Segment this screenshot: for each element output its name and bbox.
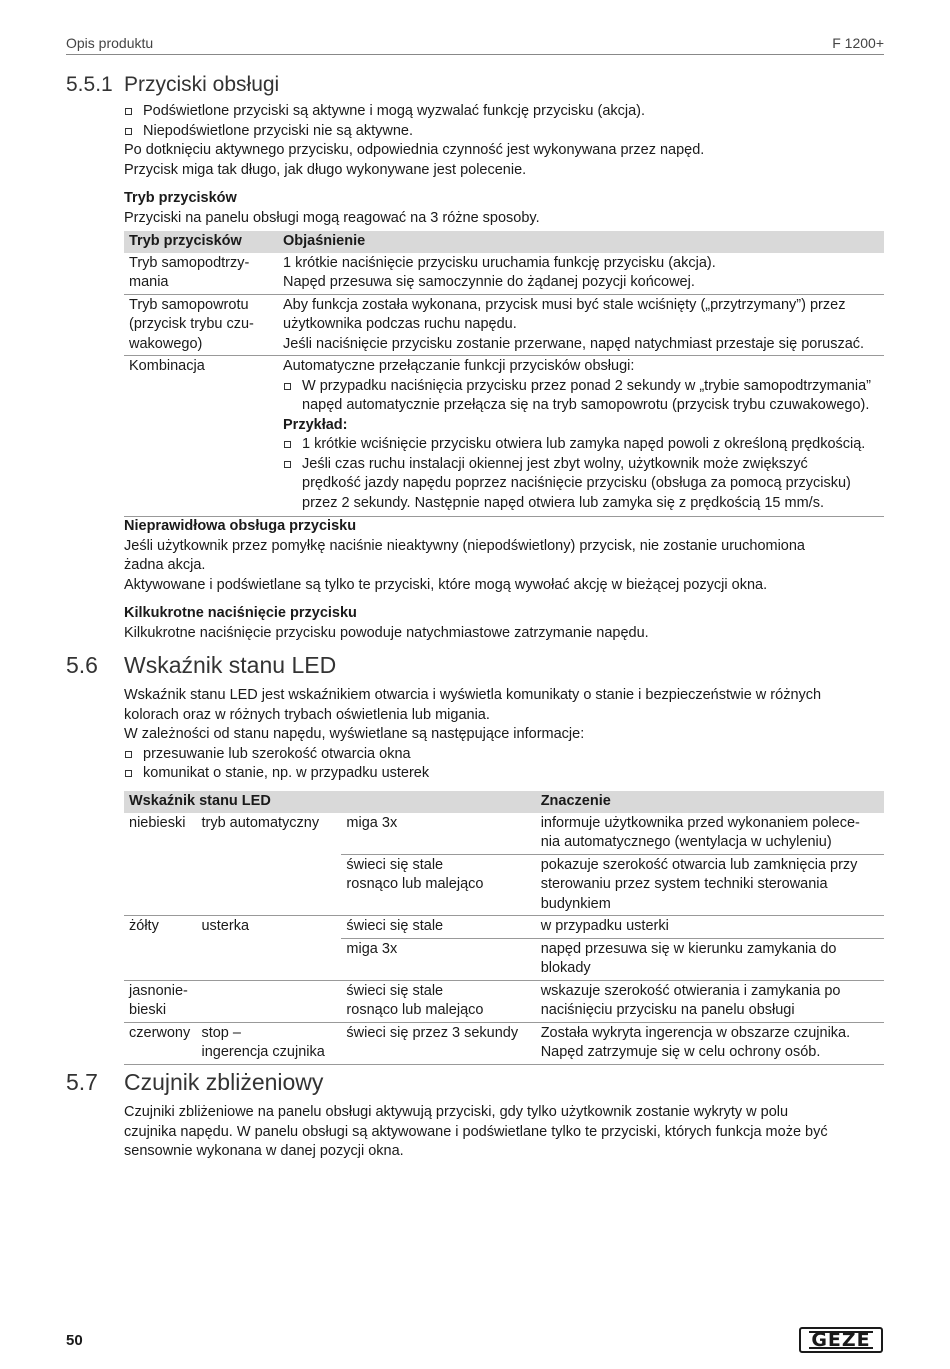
table-row: miga 3x napęd przesuwa się w kierunku zamykania do blokady [124,938,884,980]
list-item: W przypadku naciśnięcia przycisku przez ponad 2 sekundy w „trybie samopodtrzymania” napęd automatycznie przełącza się na tryb samopowrotu (przycisk trybu czuwakowego). [283,377,879,416]
subheading-multiple-press: Kilkukrotne naciśnięcie przycisku [124,605,357,621]
table-header-cell: Objaśnienie [278,231,884,253]
square-bullet-icon [125,128,132,135]
paragraph: Przycisk miga tak długo, jak długo wykonywane jest polecenie. [124,161,527,178]
table-row: żółty usterka świeci się stale w przypadku usterki [124,916,884,939]
section-title-5-5-1: Przyciski obsługi [124,73,280,96]
paragraph: Po dotknięciu aktywnego przycisku, odpowiednia czynność jest wykonywana przez napęd. [124,142,705,158]
list-item: Niepodświetlone przyciski nie są aktywne. [124,122,884,142]
table-header-cell: Wskaźnik stanu LED [124,791,536,813]
section-body-5-5-1 [124,102,884,228]
button-mode-table [124,231,884,517]
section-title-5-6: Wskaźnik stanu LED [124,652,337,678]
square-bullet-icon [125,770,132,777]
logo-text: GEZE [811,1329,871,1351]
list-item: 1 krótkie wciśnięcie przycisku otwiera lub zamyka napęd powoli z określoną prędkością. [283,435,879,455]
table-row: świeci się stale rosnąco lub malejąco pokazuje szerokość otwarcia lub zamknięcia przy sterowaniu przez system techniki sterowania budynkiem [124,854,884,916]
table-row: jasnonie- bieski świeci się stale rosnąco lub malejąco wskazuje szerokość otwierania i zamykania po naciśnięciu przycisku na panelu obsługi [124,980,884,1022]
section-title-5-7: Czujnik zbliżeniowy [124,1069,324,1095]
section-body-5-7: Czujniki zbliżeniowe na panelu obsługi aktywują przyciski, gdy tylko użytkownik zostanie wykryty w polu czujnika napędu. W panelu obsługi są aktywowane i podświetlane tylko te przyciski, których funkcja może być sensownie wykonana w danej pozycji okna. [124,1104,828,1159]
square-bullet-icon [284,441,291,448]
subheading-wrong-operation: Nieprawidłowa obsługa przycisku [124,518,357,534]
led-status-table [124,791,884,1065]
list-item: przesuwanie lub szerokość otwarcia okna [124,745,884,765]
header-product-name: F 1200+ [832,35,884,51]
list-item: Jeśli czas ruchu instalacji okiennej jest zbyt wolny, użytkownik może zwiększyć prędkość jazdy napędu poprzez naciśnięcie przycisku (obsługa za pomocą przycisku) przez 2 sekundy. Następnie napęd otwiera lub zamyka się z prędkością 15 mm/s. [283,455,879,514]
header-section-name: Opis produktu [66,35,154,51]
section-body-5-6: Wskaźnik stanu LED jest wskaźnikiem otwarcia i wyświetla komunikaty o stanie i bezpieczeństwie w różnych kolorach oraz w różnych trybach oświetlenia lub migania. W zależności od stanu napędu, wyświetlane są następujące informacje: przesuwanie lub szerokość otwarcia okna komunikat o stanie, np. w przypadku usterek [124,686,884,784]
table-row: niebieski tryb automatyczny miga 3x informuje użytkownika przed wykonaniem polece- nia automatycznego (wentylacja w uchyleniu) [124,813,884,855]
square-bullet-icon [125,108,132,115]
paragraph: Przyciski na panelu obsługi mogą reagować na 3 różne sposoby. [124,209,540,226]
list-item: Podświetlone przyciski są aktywne i mogą wyzwalać funkcję przycisku (akcja). [124,102,884,122]
section-number-5-6: 5.6 [66,652,98,678]
square-bullet-icon [284,383,291,390]
table-row: Kombinacja Automatyczne przełączanie funkcji przycisków obsługi: W przypadku naciśnięcia przycisku przez ponad 2 sekundy w „trybie samopodtrzymania” napęd automatycznie przełącza się na tryb samopowrotu (przycisk trybu czuwakowego). Przykład: 1 krótkie wciśnięcie przycisku otwiera lub zamyka napęd powoli z określoną prędkością. Jeśli czas ruchu instalacji okiennej jest zbyt wolny, użytkownik może zwiększyć prędkość jazdy napędu poprzez naciśnięcie przycisku (obsługa za pomocą przycisku) przez 2 sekundy. Następnie napęd otwiera lub zamyka się z prędkością 15 mm/s. [124,356,884,517]
table-header-cell: Tryb przycisków [124,231,278,253]
example-label: Przykład: [283,416,348,433]
section-number-5-5-1: 5.5.1 [66,73,113,96]
geze-logo [799,1327,883,1353]
section-number-5-7: 5.7 [66,1069,98,1095]
table-header-cell: Znaczenie [536,791,884,813]
square-bullet-icon [125,751,132,758]
list-item: komunikat o stanie, np. w przypadku usterek [124,764,884,784]
table-row: Tryb samopowrotu (przycisk trybu czu- wakowego) Aby funkcja została wykonana, przycisk musi być stale wciśnięty („przytrzymany”) przez użytkownika podczas ruchu napędu. Jeśli naciśnięcie przycisku zostanie przerwane, napęd natychmiast przestaje się poruszać. [124,294,884,356]
square-bullet-icon [284,461,291,468]
table-row: czerwony stop – ingerencja czujnika świeci się przez 3 sekundy Została wykryta ingerencja w obszarze czujnika. Napęd zatrzymuje się w celu ochrony osób. [124,1022,884,1064]
wrong-operation-block: Nieprawidłowa obsługa przycisku Jeśli użytkownik przez pomyłkę naciśnie nieaktywny (niepodświetlony) przycisk, nie zostanie uruchomiona żadna akcja. Aktywowane i podświetlane są tylko te przyciski, które mogą wywołać akcję w bieżącej pozycji okna. Kilkukrotne naciśnięcie przycisku Kilkukrotne naciśnięcie przycisku powoduje natychmiastowe zatrzymanie napędu. [124,517,884,643]
table-row: Tryb samopodtrzy- mania 1 krótkie naciśnięcie przycisku uruchamia funkcję przycisku (akcja). Napęd przesuwa się samoczynnie do żądanej pozycji końcowej. [124,253,884,295]
header-divider [66,54,884,55]
page-number: 50 [66,1332,83,1349]
subheading-button-mode: Tryb przycisków [124,190,237,206]
